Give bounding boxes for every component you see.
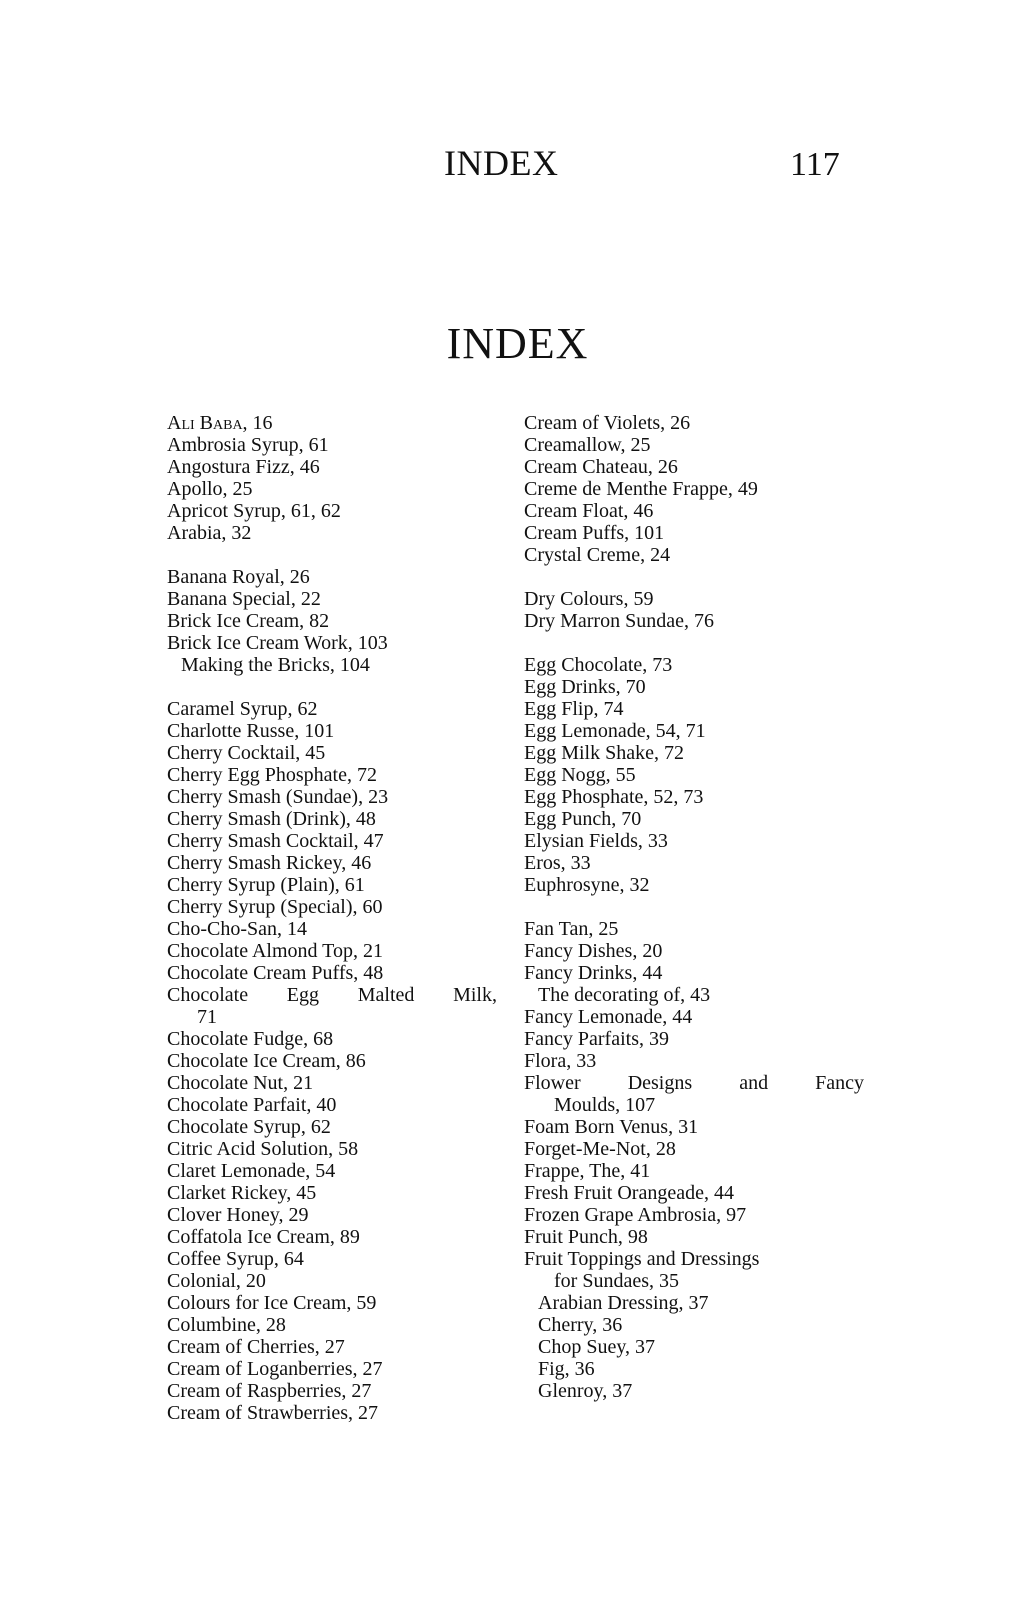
index-entry: Flora, 33 — [524, 1050, 597, 1072]
index-title: INDEX — [446, 319, 589, 368]
index-entry: Cherry Egg Phosphate, 72 — [167, 764, 377, 786]
index-subentry: Fig, 36 — [538, 1358, 595, 1380]
index-entry: Cream Puffs, 101 — [524, 522, 665, 544]
index-entry: Fancy Drinks, 44 — [524, 962, 663, 984]
index-entry: Coffatola Ice Cream, 89 — [167, 1226, 360, 1248]
index-entry: Fresh Fruit Orangeade, 44 — [524, 1182, 734, 1204]
index-entry: Apollo, 25 — [167, 478, 253, 500]
index-entry: Fan Tan, 25 — [524, 918, 619, 940]
index-entry: Clover Honey, 29 — [167, 1204, 309, 1226]
index-entry: Egg Punch, 70 — [524, 808, 642, 830]
index-entry: Frozen Grape Ambrosia, 97 — [524, 1204, 747, 1226]
index-entry: Colours for Ice Cream, 59 — [167, 1292, 377, 1314]
index-entry: Chocolate Nut, 21 — [167, 1072, 314, 1094]
index-group-e — [524, 654, 864, 896]
index-entry-continuation: for Sundaes, 35 — [554, 1270, 679, 1292]
index-entry: Foam Born Venus, 31 — [524, 1116, 699, 1138]
index-group-a — [167, 412, 497, 544]
index-entry: Euphrosyne, 32 — [524, 874, 650, 896]
index-entry: Angostura Fizz, 46 — [167, 456, 320, 478]
index-subentry: Arabian Dressing, 37 — [538, 1292, 709, 1314]
index-entry: Egg Chocolate, 73 — [524, 654, 673, 676]
index-entry: Egg Phosphate, 52, 73 — [524, 786, 704, 808]
index-entry: Fancy Parfaits, 39 — [524, 1028, 669, 1050]
index-subentry: Glenroy, 37 — [538, 1380, 633, 1402]
index-entry: Forget-Me-Not, 28 — [524, 1138, 676, 1160]
index-entry: Chocolate Syrup, 62 — [167, 1116, 331, 1138]
index-entry: Clarket Rickey, 45 — [167, 1182, 317, 1204]
index-entry: Cream of Strawberries, 27 — [167, 1402, 379, 1424]
index-entry: Eros, 33 — [524, 852, 591, 874]
index-entry: Cream Float, 46 — [524, 500, 654, 522]
index-entry: Ali Baba, 16 — [167, 412, 273, 434]
index-entry: Chocolate Ice Cream, 86 — [167, 1050, 366, 1072]
index-subentry: Cherry, 36 — [538, 1314, 623, 1336]
index-entry: Apricot Syrup, 61, 62 — [167, 500, 341, 522]
index-entry: Egg Lemonade, 54, 71 — [524, 720, 706, 742]
index-entry: Cherry Smash (Drink), 48 — [167, 808, 376, 830]
index-column-left — [167, 412, 497, 1446]
index-entry: Chocolate Cream Puffs, 48 — [167, 962, 384, 984]
index-entry: Chocolate Fudge, 68 — [167, 1028, 334, 1050]
index-entry-continuation: Moulds, 107 — [554, 1094, 656, 1116]
index-subentry: Making the Bricks, 104 — [181, 654, 370, 676]
index-entry: Chocolate Egg Malted Milk, — [167, 984, 497, 1006]
index-group-b — [167, 566, 497, 676]
index-entry: Egg Milk Shake, 72 — [524, 742, 684, 764]
index-entry: Charlotte Russe, 101 — [167, 720, 335, 742]
index-entry: Coffee Syrup, 64 — [167, 1248, 304, 1270]
index-entry: Cream of Cherries, 27 — [167, 1336, 345, 1358]
index-entry: Arabia, 32 — [167, 522, 252, 544]
index-entry: Cherry Smash (Sundae), 23 — [167, 786, 389, 808]
index-entry: Cherry Smash Rickey, 46 — [167, 852, 372, 874]
index-subentry: The decorating of, 43 — [538, 984, 711, 1006]
index-entry: Dry Marron Sundae, 76 — [524, 610, 714, 632]
index-entry: Fruit Toppings and Dressings — [524, 1248, 760, 1270]
index-entry: Cream of Violets, 26 — [524, 412, 691, 434]
index-entry: Cream Chateau, 26 — [524, 456, 678, 478]
index-entry: Fancy Lemonade, 44 — [524, 1006, 693, 1028]
index-entry: Cherry Syrup (Plain), 61 — [167, 874, 365, 896]
index-entry: Elysian Fields, 33 — [524, 830, 668, 852]
index-entry: Brick Ice Cream Work, 103 — [167, 632, 388, 654]
index-entry: Ambrosia Syrup, 61 — [167, 434, 329, 456]
index-entry: Crystal Creme, 24 — [524, 544, 671, 566]
index-group-f — [524, 918, 864, 1402]
index-entry: Egg Nogg, 55 — [524, 764, 636, 786]
running-header — [0, 142, 1035, 192]
index-entry: Creamallow, 25 — [524, 434, 651, 456]
index-entry: Flower Designs and Fancy — [524, 1072, 864, 1094]
index-entry: Egg Drinks, 70 — [524, 676, 646, 698]
index-entry: Dry Colours, 59 — [524, 588, 654, 610]
index-entry: Caramel Syrup, 62 — [167, 698, 318, 720]
running-title: INDEX — [444, 143, 559, 183]
index-entry: Colonial, 20 — [167, 1270, 266, 1292]
index-entry: Columbine, 28 — [167, 1314, 286, 1336]
page-number: 117 — [790, 146, 840, 183]
index-column-right — [524, 412, 864, 1424]
index-entry: Fancy Dishes, 20 — [524, 940, 663, 962]
index-entry: Cherry Syrup (Special), 60 — [167, 896, 383, 918]
index-group-c — [167, 698, 497, 1424]
index-entry: Chocolate Parfait, 40 — [167, 1094, 337, 1116]
index-entry: Cherry Cocktail, 45 — [167, 742, 326, 764]
index-group-cr — [524, 412, 864, 566]
index-entry: Banana Special, 22 — [167, 588, 321, 610]
index-entry: Claret Lemonade, 54 — [167, 1160, 336, 1182]
index-entry: Frappe, The, 41 — [524, 1160, 651, 1182]
index-group-d — [524, 588, 864, 632]
index-entry: Banana Royal, 26 — [167, 566, 310, 588]
index-entry-continuation: 71 — [197, 1006, 217, 1028]
index-entry: Creme de Menthe Frappe, 49 — [524, 478, 758, 500]
index-entry: Chocolate Almond Top, 21 — [167, 940, 383, 962]
index-entry: Cho-Cho-San, 14 — [167, 918, 307, 940]
index-entry: Cherry Smash Cocktail, 47 — [167, 830, 384, 852]
index-entry: Brick Ice Cream, 82 — [167, 610, 330, 632]
index-subentry: Chop Suey, 37 — [538, 1336, 656, 1358]
index-entry: Cream of Loganberries, 27 — [167, 1358, 383, 1380]
index-entry: Egg Flip, 74 — [524, 698, 624, 720]
index-entry: Citric Acid Solution, 58 — [167, 1138, 359, 1160]
index-entry: Cream of Raspberries, 27 — [167, 1380, 372, 1402]
index-entry: Fruit Punch, 98 — [524, 1226, 648, 1248]
